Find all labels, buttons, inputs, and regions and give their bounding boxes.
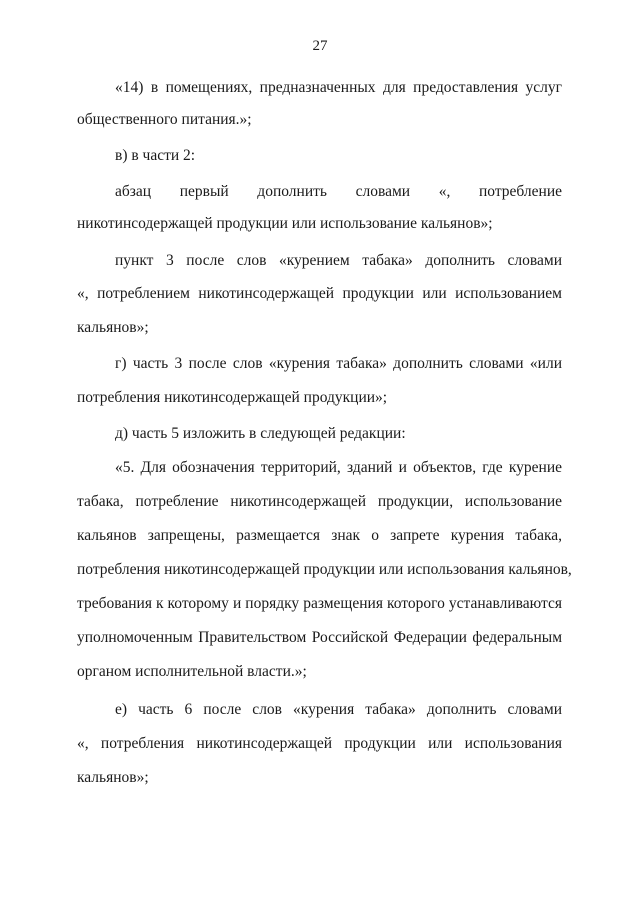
text-line: «5. Для обозначения территорий, зданий и объектов, где курение	[115, 459, 562, 476]
text-line: «, потребления никотинсодержащей продукции или использования	[77, 735, 562, 752]
text-line: г) часть 3 после слов «курения табака» дополнить словами «или	[115, 355, 562, 372]
text-line: абзац первый дополнить словами «, потребление	[115, 183, 562, 200]
text-line: требования к которому и порядку размещения которого устанавливаются	[77, 595, 562, 612]
text-line: кальянов запрещены, размещается знак о запрете курения табака,	[77, 527, 562, 544]
text-line: д) часть 5 изложить в следующей редакции:	[115, 425, 406, 442]
text-line: потребления никотинсодержащей продукции»;	[77, 389, 388, 406]
text-line: пункт 3 после слов «курением табака» дополнить словами	[115, 252, 562, 269]
text-line: уполномоченным Правительством Российской Федерации федеральным	[77, 629, 562, 646]
page-number: 27	[312, 38, 328, 54]
text-line: в) в части 2:	[115, 147, 196, 164]
text-line: никотинсодержащей продукции или использование кальянов»;	[77, 215, 493, 232]
text-line: «, потреблением никотинсодержащей продукции или использованием	[77, 285, 562, 302]
text-line: потребления никотинсодержащей продукции или использования кальянов,	[77, 561, 572, 578]
text-line: «14) в помещениях, предназначенных для предоставления услуг	[115, 79, 562, 96]
text-line: общественного питания.»;	[77, 111, 252, 128]
text-line: кальянов»;	[77, 319, 149, 336]
text-line: кальянов»;	[77, 769, 149, 786]
text-line: е) часть 6 после слов «курения табака» дополнить словами	[115, 701, 562, 718]
text-line: табака, потребление никотинсодержащей продукции, использование	[77, 493, 562, 510]
text-line: органом исполнительной власти.»;	[77, 663, 307, 680]
